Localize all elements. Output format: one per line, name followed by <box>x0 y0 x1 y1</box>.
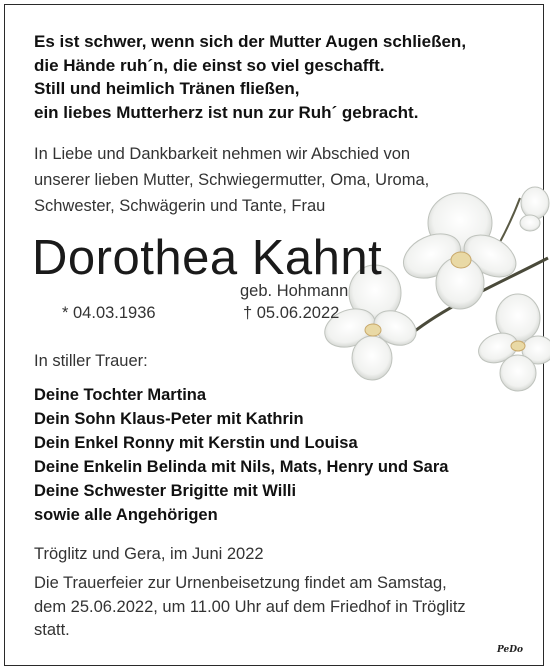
intro-line: Schwester, Schwägerin und Tante, Frau <box>34 197 326 215</box>
intro-line: In Liebe und Dankbarkeit nehmen wir Abschied von <box>34 145 411 163</box>
service-line: statt. <box>34 621 70 639</box>
mourner-entry: sowie alle Angehörigen <box>34 506 218 524</box>
memorial-poem <box>34 30 514 124</box>
deceased-name: Dorothea Kahnt <box>32 231 383 285</box>
maiden-name: geb. Hohmann <box>240 282 349 300</box>
mourners-list <box>34 383 514 527</box>
poem-line: ein liebes Mutterherz ist nun zur Ruh´ gebracht. <box>34 102 419 122</box>
mourner-entry: Deine Schwester Brigitte mit Willi <box>34 482 297 500</box>
service-info <box>34 572 534 643</box>
intro-line: unserer lieben Mutter, Schwiegermutter, Oma, Uroma, <box>34 171 430 189</box>
service-line: Die Trauerfeier zur Urnenbeisetzung findet am Samstag, <box>34 574 447 592</box>
poem-line: Still und heimlich Tränen fließen, <box>34 79 300 98</box>
poem-line: Es ist schwer, wenn sich der Mutter Augen schließen, <box>34 32 467 51</box>
mourner-entry: Dein Sohn Klaus-Peter mit Kathrin <box>34 410 304 428</box>
birth-date: * 04.03.1936 <box>62 304 156 322</box>
place-date: Tröglitz und Gera, im Juni 2022 <box>34 545 264 563</box>
mourner-entry: Deine Tochter Martina <box>34 386 207 404</box>
mourner-entry: Dein Enkel Ronny mit Kerstin und Louisa <box>34 434 358 452</box>
poem-line: die Hände ruh´n, die einst so viel geschafft. <box>34 55 385 75</box>
death-date: † 05.06.2022 <box>243 304 340 322</box>
publisher-logo: PeDo <box>497 645 524 655</box>
mourner-entry: Deine Enkelin Belinda mit Nils, Mats, Henry und Sara <box>34 458 449 476</box>
mourning-label: In stiller Trauer: <box>34 352 148 370</box>
white-orchid-icon <box>320 178 550 398</box>
service-line: dem 25.06.2022, um 11.00 Uhr auf dem Friedhof in Tröglitz <box>34 597 466 616</box>
